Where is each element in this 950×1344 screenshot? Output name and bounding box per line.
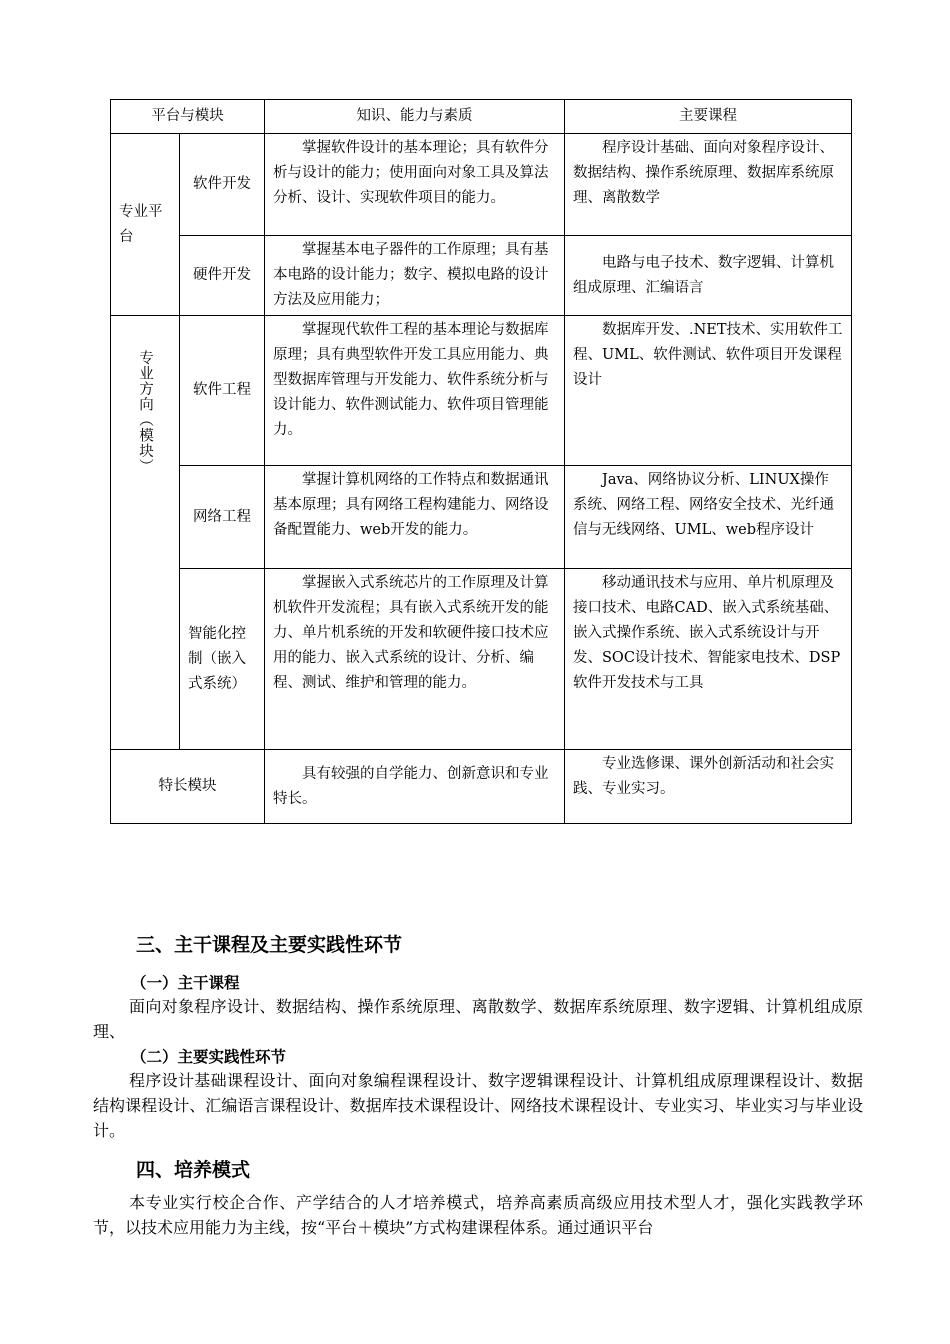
section4-heading: 四、培养模式 <box>136 1159 251 1181</box>
ability-cell: 具有较强的自学能力、创新意识和专业特长。 <box>265 750 565 824</box>
table-row <box>111 236 852 316</box>
curriculum-table <box>110 99 852 824</box>
table-row <box>111 569 852 750</box>
group-label: 专业平台 <box>119 203 163 245</box>
module-cell: 智能化控制（嵌入式系统） <box>180 569 265 750</box>
courses-cell: 电路与电子技术、数字逻辑、计算机组成原理、汇编语言 <box>565 236 852 316</box>
special-module-cell: 特长模块 <box>111 750 265 824</box>
table-header-row <box>111 100 852 134</box>
table-row <box>111 466 852 569</box>
ability-cell: 掌握软件设计的基本理论；具有软件分析与设计的能力；使用面向对象工具及算法分析、设计、实现软件项目的能力。 <box>265 134 565 236</box>
group-label: 专业方向（模块） <box>137 350 153 474</box>
table-row <box>111 134 852 236</box>
ability-cell: 掌握计算机网络的工作特点和数据通讯基本原理；具有网络工程构建能力、网络设备配置能力、web开发的能力。 <box>265 466 565 569</box>
ability-cell: 掌握嵌入式系统芯片的工作原理及计算机软件开发流程；具有嵌入式系统开发的能力、单片机系统的开发和软硬件接口技术应用的能力、嵌入式系统的设计、分析、编程、测试、维护和管理的能力。 <box>265 569 565 750</box>
section3-para2: 程序设计基础课程设计、面向对象编程课程设计、数字逻辑课程设计、计算机组成原理课程设计、数据结构课程设计、汇编语言课程设计、数据库技术课程设计、网络技术课程设计、专业实习、毕业实习与毕业设计。 <box>93 1071 863 1140</box>
table-row <box>111 316 852 466</box>
ability-cell: 掌握现代软件工程的基本理论与数据库原理；具有典型软件开发工具应用能力、典型数据库管理与开发能力、软件系统分析与设计能力、软件测试能力、软件项目管理能力。 <box>265 316 565 466</box>
section3-sub2-heading: （二）主要实践性环节 <box>131 1048 287 1066</box>
section3-sub1-heading: （一）主干课程 <box>131 974 240 992</box>
group-cell-direction-module <box>111 316 180 750</box>
module-cell: 硬件开发 <box>180 236 265 316</box>
courses-cell: Java、网络协议分析、LINUX操作系统、网络工程、网络安全技术、光纤通信与无线网络、UML、web程序设计 <box>565 466 852 569</box>
table-row <box>111 750 852 824</box>
section3-heading: 三、主干课程及主要实践性环节 <box>136 934 403 956</box>
group-cell-professional-platform <box>111 134 180 316</box>
module-cell: 软件开发 <box>180 134 265 236</box>
module-cell: 软件工程 <box>180 316 265 466</box>
header-ability: 知识、能力与素质 <box>265 100 565 134</box>
header-courses: 主要课程 <box>565 100 852 134</box>
courses-cell: 专业选修课、课外创新活动和社会实践、专业实习。 <box>565 750 852 824</box>
ability-cell: 掌握基本电子器件的工作原理；具有基本电路的设计能力；数字、模拟电路的设计方法及应用能力； <box>265 236 565 316</box>
header-platform-module: 平台与模块 <box>111 100 265 134</box>
module-cell: 网络工程 <box>180 466 265 569</box>
courses-cell: 移动通讯技术与应用、单片机原理及接口技术、电路CAD、嵌入式系统基础、嵌入式操作系统、嵌入式系统设计与开发、SOC设计技术、智能家电技术、DSP软件开发技术与工具 <box>565 569 852 750</box>
courses-cell: 数据库开发、.NET技术、实用软件工程、UML、软件测试、软件项目开发课程设计 <box>565 316 852 466</box>
courses-cell: 程序设计基础、面向对象程序设计、数据结构、操作系统原理、数据库系统原理、离散数学 <box>565 134 852 236</box>
section4-para: 本专业实行校企合作、产学结合的人才培养模式，培养高素质高级应用技术型人才，强化实践教学环节，以技术应用能力为主线，按“平台＋模块”方式构建课程体系。通过通识平台 <box>93 1193 863 1237</box>
section3-para1: 面向对象程序设计、数据结构、操作系统原理、离散数学、数据库系统原理、数字逻辑、计算机组成原理、 <box>93 997 863 1041</box>
